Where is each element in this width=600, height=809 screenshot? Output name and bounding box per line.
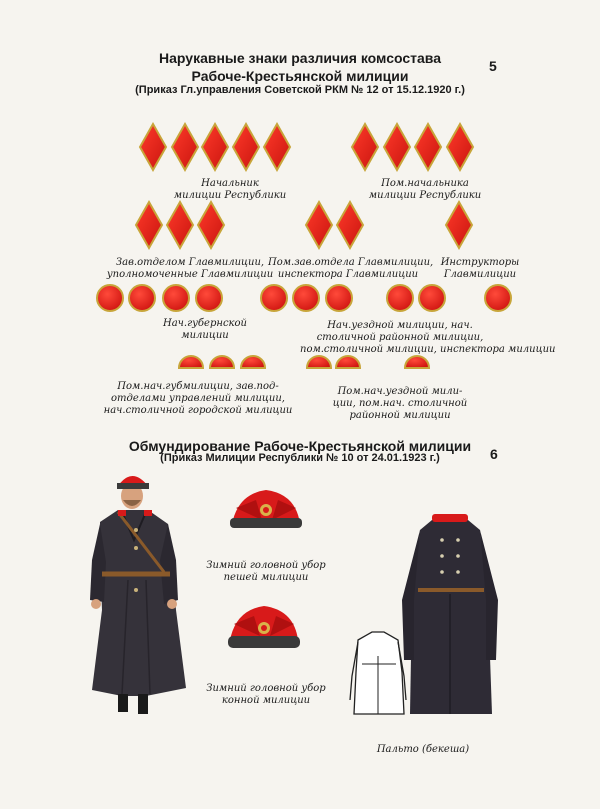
winter-hat-foot-illustration [230,490,302,528]
halfcircle-mark [336,356,360,368]
diamond-mark [167,202,193,248]
caption-line: Инструкторы [440,257,520,268]
caption-line: пом.столичной милиции, инспектора милиции [300,344,556,355]
caption-line: конной милиции [221,695,311,706]
circle-mark [129,285,155,311]
circle-mark [326,285,352,311]
caption-line: милиции Республики [368,190,482,201]
diamond-mark [446,202,472,248]
circle-mark [196,285,222,311]
insignia-chief-diamonds [140,124,290,170]
insignia-uezd-chief-circles [261,285,352,311]
insignia-instructor-diamond [446,202,472,248]
caption-line: отделами управлений милиции, [111,393,285,404]
caption-deputy-uezd [330,386,470,422]
diamond-mark [352,124,378,170]
caption-line: Пом.зав.отдела Главмилиции, [268,257,434,268]
caption-uezd-chief [300,320,556,356]
caption-line: инспектора Главмилиции [277,269,419,280]
caption-instructor [430,257,530,281]
halfcircle-mark [179,356,203,368]
caption-deputy-department-head [268,257,434,281]
diamond-mark [202,124,228,170]
circle-mark [261,285,287,311]
diamond-mark [306,202,332,248]
diamond-mark [384,124,410,170]
caption-hat-mounted [196,683,336,707]
winter-hat-mounted-illustration [228,606,300,648]
page-number-5: 5 [489,58,497,74]
caption-gubernia-chief [140,318,270,342]
halfcircle-mark [241,356,265,368]
caption-line: милиции [181,330,229,341]
diamond-mark [233,124,259,170]
coat-back-sketch-illustration [350,632,406,714]
insignia-extra-circles [387,285,511,311]
circle-mark [419,285,445,311]
diamond-mark [415,124,441,170]
insignia-deputy-uezd-halfcircles [307,356,429,368]
caption-line: уполномоченные Главмилиции [106,269,274,280]
caption-line: пешей милиции [223,572,309,583]
halfcircle-mark [210,356,234,368]
diamond-mark [140,124,166,170]
section5-order: (Приказ Гл.управления Советской РКМ № 12 от 15.12.1920 г.) [135,84,465,96]
diamond-mark [447,124,473,170]
caption-department-head [100,257,280,281]
circle-mark [163,285,189,311]
circle-mark [293,285,319,311]
caption-line: милиции Республики [173,190,287,201]
caption-line: столичной районной милиции, [316,332,484,343]
diamond-mark [172,124,198,170]
caption-coat: Пальто (бекеша) [376,744,470,755]
section5-title-line2: Рабоче-Крестьянской милиции [191,68,409,84]
caption-line: районной милиции [349,410,451,421]
caption-line: Зимний головной убор [206,683,326,694]
caption-line: Пом.нач.уездной мили- [337,386,463,397]
diamond-mark [136,202,162,248]
caption-line: Пом.начальника [381,178,469,189]
insignia-deputy-department-head-diamonds [306,202,363,248]
circle-mark [387,285,413,311]
section6-title: Обмундирование Рабоче-Крестьянской милиции [128,438,472,454]
coat-bekesha-illustration [402,514,498,714]
halfcircle-mark [405,356,429,368]
caption-line: Начальник [201,178,259,189]
caption-line: Зимний головной убор [206,560,326,571]
caption-line: Зав.отделом Главмилиции, [115,257,265,268]
caption-deputy-gubernia [98,381,298,417]
insignia-department-head-diamonds [136,202,224,248]
section6-order: (Приказ Милиции Республики № 10 от 24.01.1923 г.) [160,452,440,464]
caption-line: Пом.нач.губмилиции, зав.под- [117,381,279,392]
diamond-mark [264,124,290,170]
insignia-deputy-chief-diamonds [352,124,473,170]
caption-line: Нач.губернской [163,318,247,329]
caption-line: Нач.уездной милиции, нач. [327,320,473,331]
caption-line: нач.столичной городской милиции [103,405,293,416]
insignia-deputy-gubernia-halfcircles [179,356,265,368]
section5-title-line1: Нарукавные знаки различия комсостава [159,50,441,66]
halfcircle-mark [307,356,331,368]
page-number-6: 6 [490,446,498,462]
caption-line: Главмилиции [443,269,517,280]
diamond-mark [198,202,224,248]
diamond-mark [337,202,363,248]
circle-mark [97,285,123,311]
caption-deputy-chief [350,178,500,202]
caption-chief [150,178,310,202]
militiaman-figure-illustration [90,476,186,714]
insignia-gubernia-chief-circles [97,285,222,311]
caption-hat-foot [196,560,336,584]
caption-line: ции, пом.нач. столичной [332,398,468,409]
circle-mark [485,285,511,311]
